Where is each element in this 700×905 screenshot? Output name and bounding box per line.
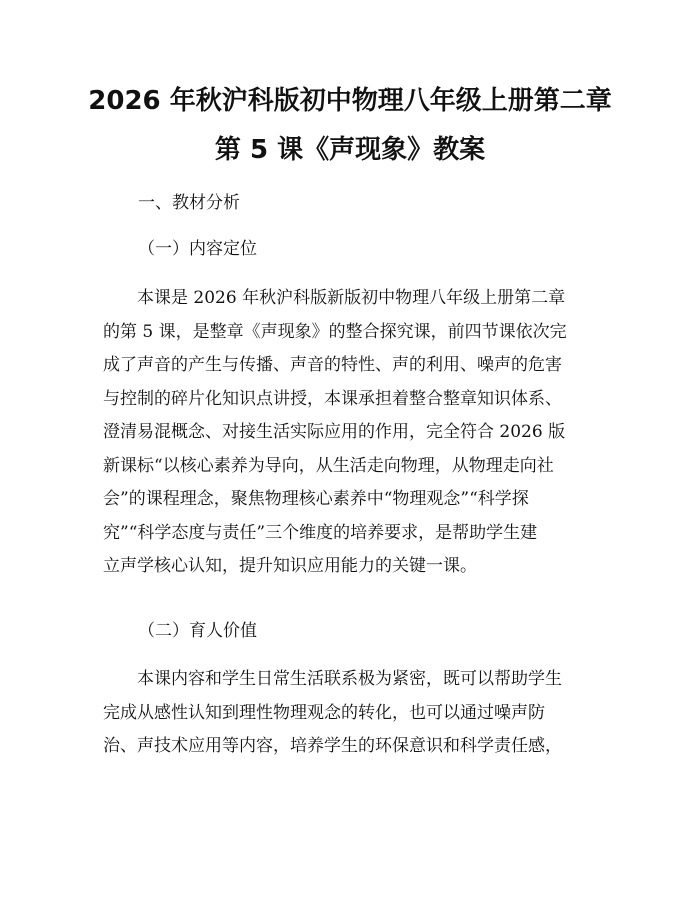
- paragraph-line: 本课内容和学生日常生活联系极为紧密，既可以帮助学生: [137, 669, 562, 689]
- paragraph-line: 本课是 2026 年秋沪科版新版初中物理八年级上册第二章: [137, 288, 566, 308]
- paragraph-line: 治、声技术应用等内容，培养学生的环保意识和科学责任感，: [103, 736, 562, 756]
- document-title-line-2: 第 5 课《声现象》教案: [214, 135, 486, 165]
- section-heading-textbook-analysis: 一、教材分析: [138, 193, 240, 213]
- paragraph-line: 立声学核心认知，提升知识应用能力的关键一课。: [103, 556, 477, 576]
- paragraph-line: 完成从感性认知到理性物理观念的转化，也可以通过噪声防: [103, 702, 545, 723]
- paragraph-line: 澄清易混概念、对接生活实际应用的作用，完全符合 2026 版: [103, 422, 566, 442]
- subsection-heading-educational-value: （二）育人价值: [138, 621, 257, 641]
- paragraph-line: 的第 5 课，是整章《声现象》的整合探究课，前四节课依次完: [103, 321, 567, 342]
- paragraph-line: 新课标“以核心素养为导向，从生活走向物理，从物理走向社: [103, 455, 554, 476]
- paragraph-content-positioning: [103, 282, 607, 584]
- paragraph-line: 究”“科学态度与责任”三个维度的培养要求，是帮助学生建: [103, 522, 538, 543]
- paragraph-educational-value: [103, 663, 607, 764]
- subsection-heading-content-positioning: （一）内容定位: [138, 239, 257, 259]
- paragraph-line: 成了声音的产生与传播、声音的特性、声的利用、噪声的危害: [103, 355, 562, 375]
- paragraph-line: 与控制的碎片化知识点讲授，本课承担着整合整章知识体系、: [103, 388, 562, 409]
- paragraph-line: 会”的课程理念，聚焦物理核心素养中“物理观念”“科学探: [103, 489, 529, 509]
- document-title-line-1: 2026 年秋沪科版初中物理八年级上册第二章: [88, 86, 612, 116]
